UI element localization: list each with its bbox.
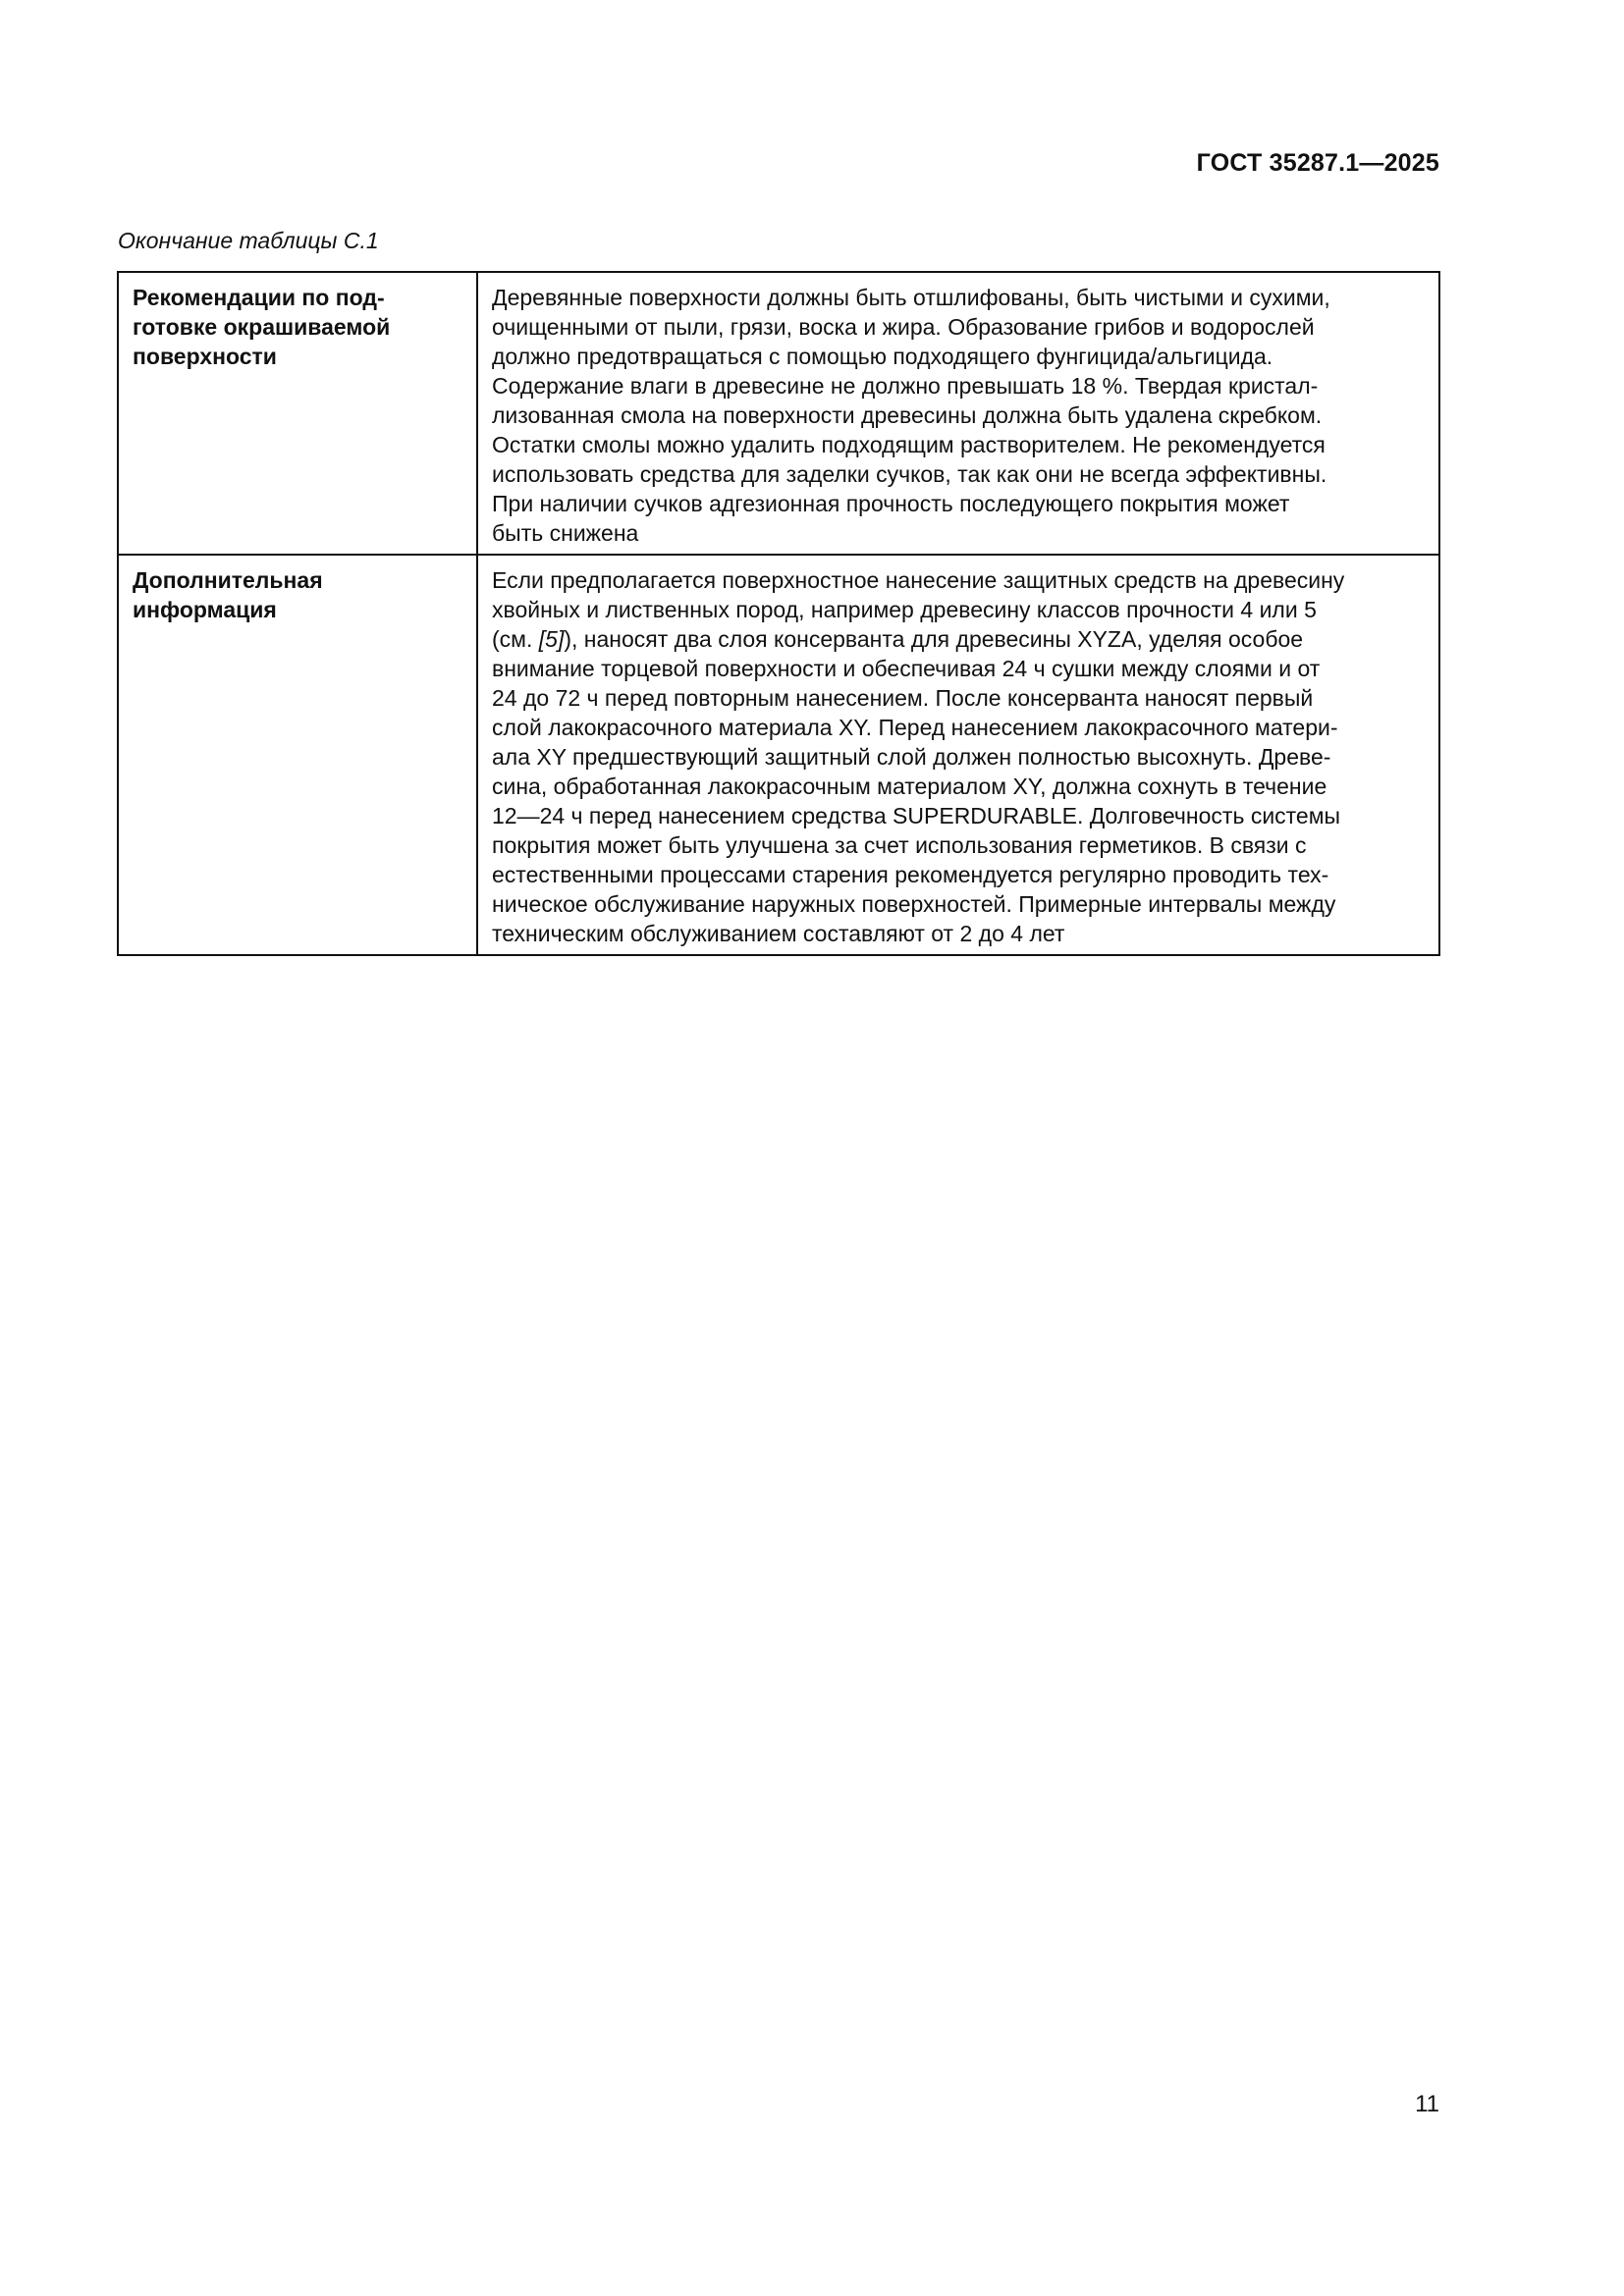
content-line: Если предполагается поверхностное нанесение защитных средств на древесину (492, 567, 1345, 593)
label-line: готовке окрашиваемой (133, 314, 391, 340)
table-caption: Окончание таблицы С.1 (118, 228, 379, 253)
content-line: техническим обслуживанием составляют от 2 до 4 лет (492, 921, 1065, 946)
label-line: поверхности (133, 344, 277, 369)
content-line: При наличии сучков адгезионная прочность последующего покрытия может (492, 491, 1290, 516)
content-line: должно предотвращаться с помощью подходящего фунгицида/альгицида. (492, 344, 1273, 369)
content-line: очищенными от пыли, грязи, воска и жира. Образование грибов и водорослей (492, 314, 1315, 340)
row-content-additional-info (477, 555, 1439, 955)
row-label-surface-preparation (118, 272, 477, 555)
label-line: информация (133, 597, 277, 622)
content-line: покрытия может быть улучшена за счет использования герметиков. В связи с (492, 832, 1307, 858)
content-text: ), наносят два слоя консерванта для древесины XYZA, уделяя особое (564, 626, 1304, 652)
content-line: 24 до 72 ч перед повторным нанесением. После консерванта наносят первый (492, 685, 1314, 711)
content-line: Деревянные поверхности должны быть отшлифованы, быть чистыми и сухими, (492, 285, 1330, 310)
content-line: лизованная смола на поверхности древесины должна быть удалена скребком. (492, 402, 1323, 428)
table-row (118, 555, 1439, 955)
content-text: (см. (492, 626, 539, 652)
content-line: слой лакокрасочного материала XY. Перед нанесением лакокрасочного матери- (492, 715, 1338, 740)
content-line: внимание торцевой поверхности и обеспечивая 24 ч сушки между слоями и от (492, 656, 1321, 681)
content-line: естественными процессами старения рекомендуется регулярно проводить тех- (492, 862, 1329, 887)
table-row (118, 272, 1439, 555)
content-line: сина, обработанная лакокрасочным материалом XY, должна сохнуть в течение (492, 774, 1327, 799)
content-line: ала XY предшествующий защитный слой должен полностью высохнуть. Древе- (492, 744, 1331, 770)
label-line: Дополнительная (133, 567, 323, 593)
content-line (492, 624, 1425, 654)
content-line: использовать средства для заделки сучков, так как они не всегда эффективны. (492, 461, 1327, 487)
recommendations-table (117, 271, 1440, 956)
row-content-surface-preparation (477, 272, 1439, 555)
content-line: Остатки смолы можно удалить подходящим растворителем. Не рекомендуется (492, 432, 1326, 457)
page-number: 11 (1415, 2091, 1439, 2117)
row-label-additional-info (118, 555, 477, 955)
content-line: быть снижена (492, 520, 639, 546)
content-line: ническое обслуживание наружных поверхностей. Примерные интервалы между (492, 891, 1336, 917)
content-line: Содержание влаги в древесине не должно превышать 18 %. Твердая кристал- (492, 373, 1319, 399)
label-line: Рекомендации по под- (133, 285, 385, 310)
bibliography-reference-link[interactable]: [5] (538, 626, 565, 652)
standard-designation: ГОСТ 35287.1—2025 (1196, 149, 1439, 177)
content-line: хвойных и лиственных пород, например древесину классов прочности 4 или 5 (492, 597, 1317, 622)
content-line: 12—24 ч перед нанесением средства SUPERDURABLE. Долговечность системы (492, 803, 1341, 828)
